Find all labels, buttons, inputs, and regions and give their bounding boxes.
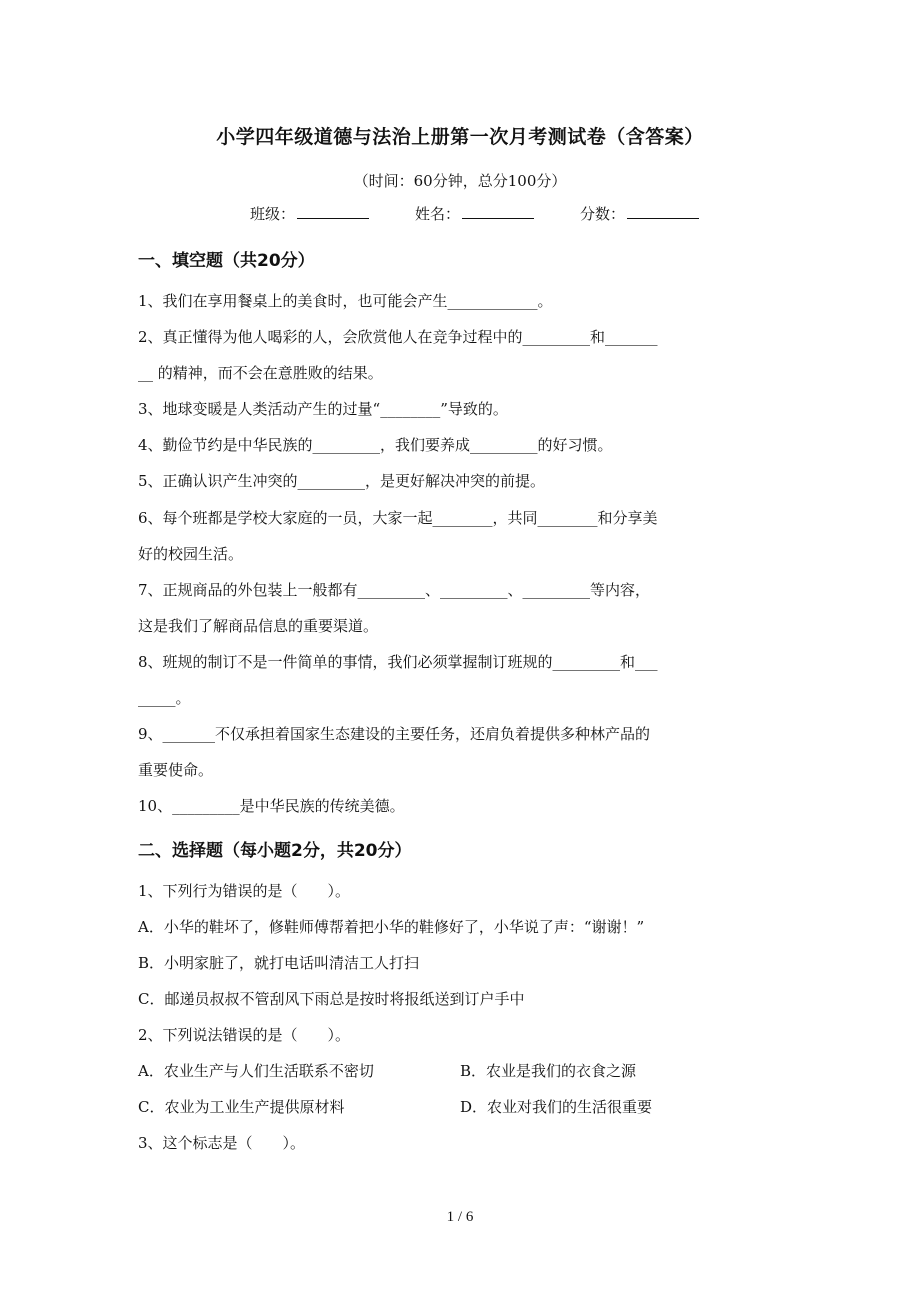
score-blank[interactable]	[627, 204, 699, 219]
fill-question-9-line-1: 9、_______不仅承担着国家生态建设的主要任务，还肩负着提供多种林产品的	[138, 725, 651, 743]
class-field	[250, 203, 369, 224]
page-title: 小学四年级道德与法治上册第一次月考测试卷（含答案）	[216, 126, 704, 148]
fill-question-8-line-2: _____。	[138, 689, 191, 707]
choice-question-2-option-a: A．农业生产与人们生活联系不密切	[138, 1062, 374, 1080]
choice-question-1: 1、下列行为错误的是（ ）。	[138, 882, 351, 900]
choice-question-2: 2、下列说法错误的是（ ）。	[138, 1026, 351, 1044]
fill-question-7-line-1: 7、正规商品的外包装上一般都有_________、_________、_________等内容，	[138, 581, 651, 599]
fill-question-4: 4、勤俭节约是中华民族的_________，我们要养成_________的好习惯。	[138, 436, 613, 454]
class-blank[interactable]	[297, 204, 369, 219]
class-label: 班级：	[250, 205, 296, 223]
page-number: 1 / 6	[446, 1209, 474, 1225]
fill-question-1: 1、我们在享用餐桌上的美食时，也可能会产生____________。	[138, 292, 553, 310]
fill-question-6-line-1: 6、每个班都是学校大家庭的一员，大家一起________，共同________和分享美	[138, 509, 658, 527]
name-blank[interactable]	[462, 204, 534, 219]
section-heading-fill-blank: 一、填空题（共20分）	[138, 251, 315, 271]
fill-question-9-line-2: 重要使命。	[138, 761, 214, 779]
name-label: 姓名：	[415, 205, 461, 223]
exam-time-info: （时间：60分钟，总分100分）	[353, 172, 567, 190]
fill-question-2-line-2: __ 的精神，而不会在意胜败的结果。	[138, 364, 383, 382]
name-field	[415, 203, 534, 224]
fill-question-6-line-2: 好的校园生活。	[138, 545, 244, 563]
choice-question-2-option-c: C．农业为工业生产提供原材料	[138, 1098, 345, 1116]
fill-question-2-line-1: 2、真正懂得为他人喝彩的人，会欣赏他人在竞争过程中的_________和_______	[138, 328, 658, 346]
fill-question-10: 10、_________是中华民族的传统美德。	[138, 797, 405, 815]
choice-question-1-option-c: C．邮递员叔叔不管刮风下雨总是按时将报纸送到订户手中	[138, 990, 525, 1008]
fill-question-8-line-1: 8、班规的制订不是一件简单的事情，我们必须掌握制订班规的_________和___	[138, 653, 658, 671]
choice-question-1-option-a: A．小华的鞋坏了，修鞋师傅帮着把小华的鞋修好了，小华说了声：“谢谢！”	[138, 918, 645, 936]
fill-question-7-line-2: 这是我们了解商品信息的重要渠道。	[138, 617, 379, 635]
choice-question-3: 3、这个标志是（ ）。	[138, 1134, 306, 1152]
choice-question-1-option-b: B．小明家脏了，就打电话叫清洁工人打扫	[138, 954, 420, 972]
fill-question-5: 5、正确认识产生冲突的_________，是更好解决冲突的前提。	[138, 472, 546, 490]
fill-question-3: 3、地球变暖是人类活动产生的过量“________”导致的。	[138, 400, 508, 418]
section-heading-multiple-choice: 二、选择题（每小题2分，共20分）	[138, 841, 412, 861]
student-info-row	[250, 203, 770, 224]
choice-question-2-option-d: D．农业对我们的生活很重要	[460, 1098, 653, 1116]
score-field	[580, 203, 699, 224]
score-label: 分数：	[580, 205, 626, 223]
choice-question-2-option-b: B．农业是我们的衣食之源	[460, 1062, 637, 1080]
